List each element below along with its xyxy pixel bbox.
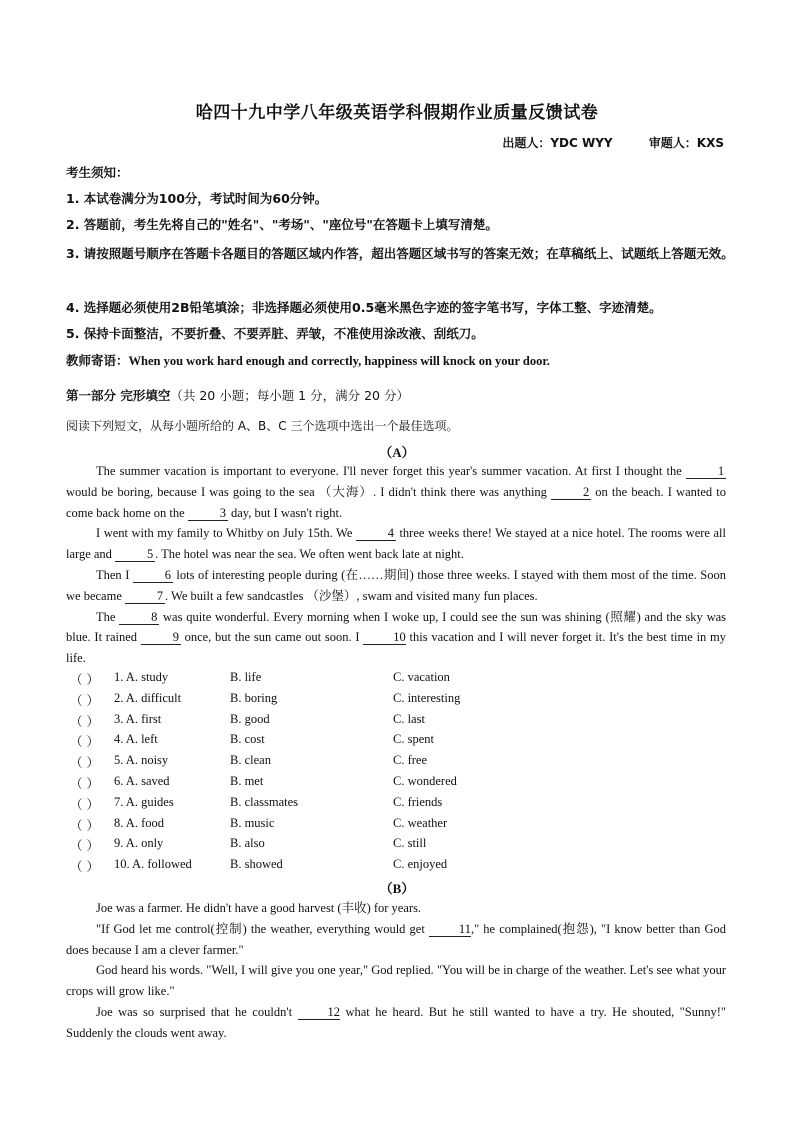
option-row	[70, 732, 730, 753]
passage-a-paragraph-2	[66, 523, 726, 565]
option-b: B. boring	[230, 690, 278, 705]
blank-9: 9	[141, 630, 181, 645]
option-c: C. last	[393, 711, 425, 726]
passage-a-paragraph-4	[66, 607, 726, 669]
option-c: C. friends	[393, 794, 443, 809]
blank-3: 3	[188, 506, 228, 521]
option-b: B. met	[230, 773, 264, 788]
option-a: 3. A. first	[114, 711, 162, 726]
option-row	[70, 836, 730, 857]
passage-a-label: （A）	[379, 445, 415, 460]
reviewer-label: 审题人：KXS	[648, 136, 724, 150]
passage-b-paragraph-3: God heard his words. "Well, I will give you one year," God replied. "You will be in charge of the weather. Let's see what your crops will grow like."	[66, 963, 726, 999]
notice-item-4: 4. 选择题必须使用2B铅笔填涂；非选择题必须使用0.5毫米黑色字迹的签字笔书写，字体工整、字迹清楚。	[66, 300, 662, 315]
text-run: three weeks there! We stayed at a nice hotel. The rooms were all large and	[66, 526, 726, 562]
blank-6: 6	[133, 568, 173, 583]
option-c: C. interesting	[393, 690, 461, 705]
passage-b-label: （B）	[379, 881, 415, 896]
option-b: B. classmates	[230, 794, 299, 809]
author-line	[470, 134, 724, 151]
answer-bracket: （ ）	[70, 817, 99, 833]
option-c: C. enjoyed	[393, 857, 448, 872]
text-run: lots of interesting people during (在……期间) those three weeks. I stayed with them most of the time. Soon we became	[66, 567, 727, 603]
text-run: this vacation and I will never forget it. It's the best time in my life.	[66, 630, 727, 666]
exam-title: 哈四十九中学八年级英语学科假期作业质量反馈试卷	[195, 103, 599, 123]
teacher-message-label: 教师寄语：	[66, 353, 129, 368]
answer-bracket: （ ）	[70, 838, 99, 854]
option-b: B. good	[230, 711, 270, 726]
answer-bracket: （ ）	[70, 859, 99, 875]
option-c: C. vacation	[393, 670, 450, 684]
options-list	[70, 670, 730, 878]
part-one-heading	[66, 386, 409, 404]
option-row	[70, 712, 730, 733]
text-run: I went with my family to Whitby on July 15th. We	[96, 526, 353, 541]
option-a: 1. A. study	[114, 670, 169, 684]
option-b: B. clean	[230, 753, 271, 768]
part-one-detail: （共 20 小题；每小题 1 分，满分 20 分）	[170, 388, 409, 403]
answer-bracket: （ ）	[70, 796, 99, 812]
option-a: 8. A. food	[114, 815, 164, 830]
text-run: The	[96, 609, 116, 624]
part-one-instruction: 阅读下列短文，从每小题所给的 A、B、C 三个选项中选出一个最佳选项。	[66, 419, 459, 433]
passage-b-paragraph-4	[66, 1002, 726, 1044]
option-row	[70, 816, 730, 837]
answer-bracket: （ ）	[70, 775, 99, 791]
passage-a-paragraph-1	[66, 461, 726, 523]
notice-item-1: 1. 本试卷满分为100分，考试时间为60分钟。	[66, 191, 328, 206]
passage-b-paragraph-2	[66, 919, 726, 961]
text-run: Then I	[96, 567, 130, 582]
blank-8: 8	[119, 610, 159, 625]
option-row	[70, 857, 730, 878]
option-c: C. wondered	[393, 773, 457, 788]
blank-1: 1	[686, 464, 726, 479]
text-run: on the beach. I wanted to come back home on the	[66, 484, 727, 520]
option-c: C. spent	[393, 732, 434, 747]
option-b: B. showed	[230, 857, 283, 872]
blank-12: 12	[298, 1005, 341, 1020]
notice-item-3: 3. 请按照题号顺序在答题卡各题目的答题区域内作答，超出答题区域书写的答案无效；在草稿纸上、试题纸上答题无效。	[66, 246, 734, 261]
text-run: was quite wonderful. Every morning when I woke up, I could see the sun was shining (照耀) and the sky was blue. It rained	[66, 609, 727, 645]
notice-item-5: 5. 保持卡面整洁，不要折叠、不要弄脏、弄皱，不准使用涂改液、刮纸刀。	[66, 326, 484, 341]
text-run: . The hotel was near the sea. We often went back late at night.	[155, 547, 464, 562]
answer-bracket: （ ）	[70, 755, 99, 771]
option-row	[70, 774, 730, 795]
option-b: B. cost	[230, 732, 265, 747]
teacher-message: When you work hard enough and correctly, happiness will knock on your door.	[128, 354, 550, 368]
text-run: what he heard. But he still wanted to have a try. He shouted, "Sunny!" Suddenly the clouds went away.	[66, 1004, 726, 1040]
passage-b-paragraph-1: Joe was a farmer. He didn't have a good harvest (丰收) for years.	[96, 901, 422, 915]
text-run: would be boring, because I was going to the sea （大海）. I didn't think there was anything	[66, 484, 547, 499]
option-a: 2. A. difficult	[114, 690, 182, 705]
option-a: 5. A. noisy	[114, 753, 169, 768]
option-row	[70, 795, 730, 816]
option-c: C. weather	[393, 815, 448, 830]
text-run: The summer vacation is important to everyone. I'll never forget this year's summer vacation. At first I thought the	[96, 464, 682, 478]
text-run: day, but I wasn't right.	[230, 505, 343, 520]
text-run: Joe was so surprised that he couldn't	[96, 1004, 293, 1019]
blank-11: 11	[429, 922, 471, 937]
option-b: B. music	[230, 815, 275, 830]
answer-bracket: （ ）	[70, 734, 99, 750]
option-c: C. still	[393, 836, 427, 851]
answer-bracket: （ ）	[70, 713, 99, 729]
part-one-title: 第一部分 完形填空	[66, 388, 171, 403]
text-run: once, but the sun came out soon. I	[184, 630, 360, 645]
blank-7: 7	[125, 589, 165, 604]
option-c: C. free	[393, 753, 428, 768]
answer-bracket: （ ）	[70, 672, 99, 687]
text-run: "If God let me control(控制) the weather, everything would get	[96, 921, 425, 936]
option-row	[70, 691, 730, 712]
option-a: 9. A. only	[114, 836, 164, 851]
option-a: 4. A. left	[114, 732, 158, 747]
setter-label: 出题人：YDC WYY	[502, 136, 613, 150]
passage-a	[66, 461, 726, 669]
text-run: ," he complained(抱怨), "I know better than God does because I am a clever farmer."	[66, 921, 726, 957]
notice-heading: 考生须知：	[66, 165, 129, 180]
option-a: 6. A. saved	[114, 773, 170, 788]
blank-5: 5	[115, 547, 155, 562]
notice-item-2: 2. 答题前，考生先将自己的"姓名"、"考场"、"座位号"在答题卡上填写清楚。	[66, 217, 498, 232]
answer-bracket: （ ）	[70, 692, 99, 708]
blank-2: 2	[551, 485, 591, 500]
option-row	[70, 753, 730, 774]
option-a: 7. A. guides	[114, 794, 174, 809]
option-row	[70, 670, 730, 691]
passage-b	[66, 898, 726, 1044]
teacher-message-line	[66, 351, 550, 369]
passage-a-paragraph-3	[66, 565, 726, 607]
option-b: B. also	[230, 836, 265, 851]
option-b: B. life	[230, 670, 262, 684]
blank-4: 4	[356, 526, 396, 541]
option-a: 10. A. followed	[114, 857, 192, 872]
blank-10: 10	[363, 630, 406, 645]
text-run: . We built a few sandcastles （沙堡）, swam and visited many fun places.	[165, 588, 538, 603]
